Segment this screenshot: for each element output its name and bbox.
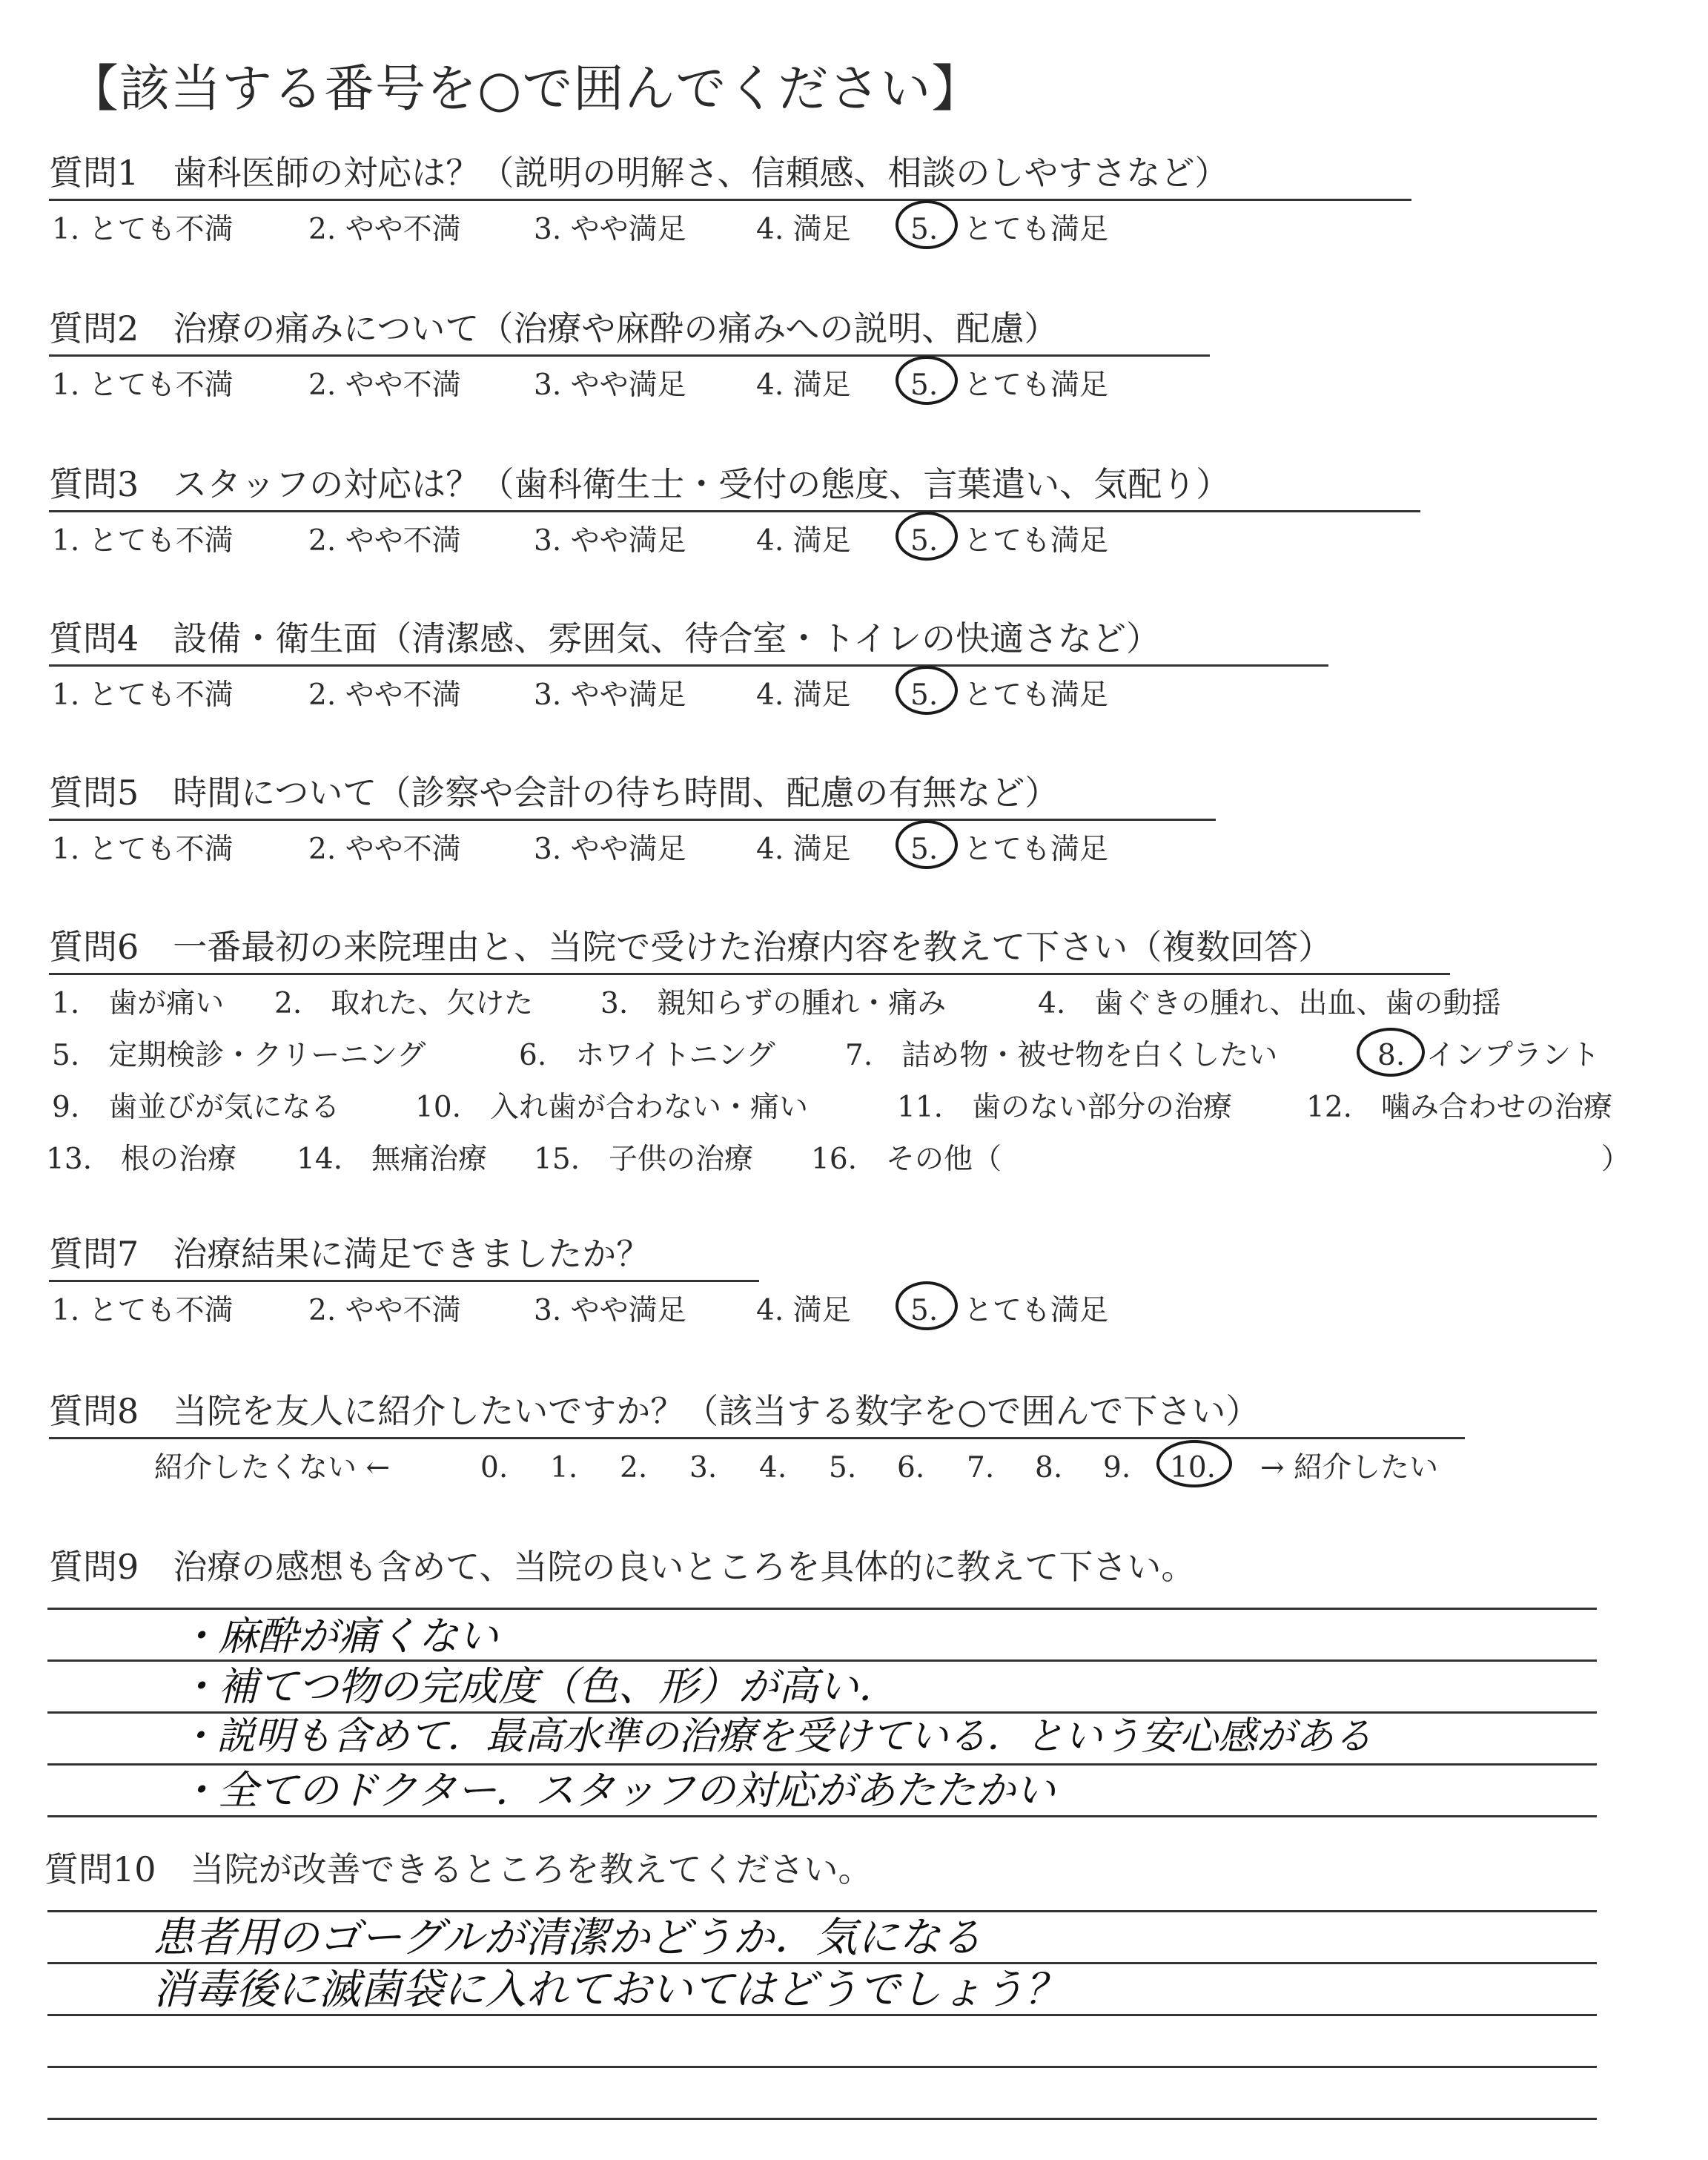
q4-option-4[interactable]: 4. 満足 <box>756 678 851 712</box>
q6-option-8-number[interactable]: 8. <box>1377 1039 1406 1072</box>
q5-option-5-label[interactable]: とても満足 <box>964 833 1109 866</box>
q3-option-5-number[interactable]: 5. <box>910 524 939 558</box>
q9-ruled-line <box>47 1763 1597 1766</box>
q5-selection-circle <box>896 820 958 869</box>
q8-scale-10[interactable]: 10. <box>1170 1451 1217 1484</box>
q6-option-9[interactable]: 9. 歯並びが気になる <box>52 1091 340 1124</box>
q6-option-2[interactable]: 2. 取れた、欠けた <box>274 987 534 1020</box>
q3-option-2[interactable]: 2. やや不満 <box>308 524 461 558</box>
q8-scale-7[interactable]: 7. <box>967 1451 995 1484</box>
q6-option-4[interactable]: 4. 歯ぐきの腫れ、出血、歯の動揺 <box>1038 987 1501 1020</box>
q10-answer-line: 患者用のゴーグルが清潔かどうか．気になる <box>153 1914 982 1962</box>
question-7-underline <box>49 1280 759 1282</box>
q4-option-1[interactable]: 1. とても不満 <box>52 678 234 712</box>
question-8-title: 質問8 当院を友人に紹介したいですか？（該当する数字を○で囲んで下さい） <box>49 1391 1260 1431</box>
q3-selection-circle <box>896 512 958 561</box>
question-2-underline <box>49 354 1210 357</box>
q1-option-5-number[interactable]: 5. <box>910 213 939 246</box>
q1-option-2[interactable]: 2. やや不満 <box>308 213 461 246</box>
q7-option-1[interactable]: 1. とても不満 <box>52 1294 234 1327</box>
q10-ruled-line <box>47 2014 1597 2016</box>
q2-option-2[interactable]: 2. やや不満 <box>308 369 461 402</box>
q5-option-2[interactable]: 2. やや不満 <box>308 833 461 866</box>
q9-answer-line: ・補てつ物の完成度（色、形）が高い． <box>178 1663 898 1710</box>
question-3-title: 質問3 スタッフの対応は？（歯科衛生士・受付の態度、言葉遣い、気配り） <box>49 464 1231 504</box>
q7-option-5-label[interactable]: とても満足 <box>964 1294 1109 1327</box>
q6-option-16-close-paren: ） <box>1601 1143 1631 1176</box>
q4-option-2[interactable]: 2. やや不満 <box>308 678 461 712</box>
q10-ruled-line <box>47 1910 1597 1912</box>
q4-selection-circle <box>896 666 958 715</box>
q7-option-5-number[interactable]: 5. <box>910 1294 939 1327</box>
q6-option-11[interactable]: 11. 歯のない部分の治療 <box>897 1091 1233 1124</box>
question-7-title: 質問7 治療結果に満足できましたか？ <box>49 1234 651 1274</box>
q9-ruled-line <box>47 1608 1597 1610</box>
q8-scale-9[interactable]: 9. <box>1103 1451 1131 1484</box>
q5-option-4[interactable]: 4. 満足 <box>756 833 851 866</box>
q1-selection-circle <box>896 200 958 249</box>
q2-option-5-label[interactable]: とても満足 <box>964 369 1109 402</box>
q8-scale-8[interactable]: 8. <box>1035 1451 1063 1484</box>
q1-option-5-label[interactable]: とても満足 <box>964 213 1109 246</box>
q6-option-14[interactable]: 14. 無痛治療 <box>297 1143 488 1176</box>
q8-left-label: 紹介したくない ← <box>154 1451 391 1484</box>
q2-option-4[interactable]: 4. 満足 <box>756 369 851 402</box>
q10-ruled-line <box>47 2066 1597 2068</box>
question-1-title: 質問1 歯科医師の対応は？（説明の明解さ、信頼感、相談のしやすさなど） <box>49 153 1229 193</box>
q2-option-3[interactable]: 3. やや満足 <box>534 369 686 402</box>
q2-selection-circle <box>896 356 958 405</box>
q6-option-3[interactable]: 3. 親知らずの腫れ・痛み <box>600 987 947 1020</box>
q6-option-6[interactable]: 6. ホワイトニング <box>519 1039 775 1072</box>
q8-right-label: → 紹介したい <box>1260 1451 1439 1484</box>
q1-option-3[interactable]: 3. やや満足 <box>534 213 686 246</box>
q9-ruled-line <box>47 1815 1597 1817</box>
q7-option-3[interactable]: 3. やや満足 <box>534 1294 686 1327</box>
question-4-underline <box>49 664 1328 667</box>
q4-option-5-label[interactable]: とても満足 <box>964 678 1109 712</box>
q9-answer-line: ・麻酔が痛くない <box>178 1613 498 1659</box>
q6-option-16[interactable]: 16. その他（ <box>811 1143 1002 1176</box>
q9-answer-line: ・説明も含めて．最高水準の治療を受けている．という安心感がある <box>178 1714 1372 1759</box>
q3-option-4[interactable]: 4. 満足 <box>756 524 851 558</box>
q8-scale-1[interactable]: 1. <box>550 1451 578 1484</box>
q8-scale-5[interactable]: 5. <box>829 1451 857 1484</box>
q5-option-1[interactable]: 1. とても不満 <box>52 833 234 866</box>
q6-option-8-label[interactable]: インプラント <box>1426 1039 1601 1072</box>
q2-option-1[interactable]: 1. とても不満 <box>52 369 234 402</box>
q3-option-5-label[interactable]: とても満足 <box>964 524 1109 558</box>
q5-option-3[interactable]: 3. やや満足 <box>534 833 686 866</box>
q6-option-10[interactable]: 10. 入れ歯が合わない・痛い <box>415 1091 809 1124</box>
q7-option-2[interactable]: 2. やや不満 <box>308 1294 461 1327</box>
q10-ruled-line <box>47 1962 1597 1964</box>
q6-option-12[interactable]: 12. 噛み合わせの治療 <box>1306 1091 1613 1124</box>
q1-option-1[interactable]: 1. とても不満 <box>52 213 234 246</box>
q6-option-7[interactable]: 7. 詰め物・被せ物を白くしたい <box>845 1039 1278 1072</box>
q6-option-5[interactable]: 5. 定期検診・クリーニング <box>52 1039 426 1072</box>
q8-scale-2[interactable]: 2. <box>620 1451 648 1484</box>
q8-scale-6[interactable]: 6. <box>897 1451 925 1484</box>
question-2-title: 質問2 治療の痛みについて（治療や麻酔の痛みへの説明、配慮） <box>49 308 1059 349</box>
page-title: 【該当する番号を○で囲んでください】 <box>68 60 983 119</box>
q8-scale-0[interactable]: 0. <box>480 1451 509 1484</box>
q4-option-5-number[interactable]: 5. <box>910 678 939 712</box>
q7-selection-circle <box>896 1281 958 1330</box>
q2-option-5-number[interactable]: 5. <box>910 369 939 402</box>
q9-answer-line: ・全てのドクター．スタッフの対応があたたかい <box>178 1767 1056 1814</box>
q8-selection-circle <box>1156 1440 1232 1487</box>
question-5-underline <box>49 819 1216 821</box>
question-9-title: 質問9 治療の感想も含めて、当院の良いところを具体的に教えて下さい。 <box>49 1547 1196 1587</box>
q3-option-3[interactable]: 3. やや満足 <box>534 524 686 558</box>
question-6-title: 質問6 一番最初の来院理由と、当院で受けた治療内容を教えて下さい（複数回答） <box>49 927 1333 967</box>
q6-selection-circle <box>1357 1028 1425 1077</box>
q6-option-15[interactable]: 15. 子供の治療 <box>534 1143 754 1176</box>
question-1-underline <box>49 199 1411 201</box>
q6-option-13[interactable]: 13. 根の治療 <box>46 1143 237 1176</box>
question-8-underline <box>49 1437 1465 1439</box>
q5-option-5-number[interactable]: 5. <box>910 833 939 866</box>
q1-option-4[interactable]: 4. 満足 <box>756 213 851 246</box>
question-5-title: 質問5 時間について（診察や会計の待ち時間、配慮の有無など） <box>49 773 1059 813</box>
q9-ruled-line <box>47 1711 1597 1714</box>
q8-scale-3[interactable]: 3. <box>689 1451 718 1484</box>
q6-option-1[interactable]: 1. 歯が痛い <box>52 987 225 1020</box>
q7-option-4[interactable]: 4. 満足 <box>756 1294 851 1327</box>
question-6-underline <box>49 973 1450 975</box>
q10-answer-line: 消毒後に滅菌袋に入れておいてはどうでしょう？ <box>153 1966 1066 2014</box>
q3-option-1[interactable]: 1. とても不満 <box>52 524 234 558</box>
q8-scale-4[interactable]: 4. <box>759 1451 787 1484</box>
q9-ruled-line <box>47 1659 1597 1662</box>
q10-ruled-line <box>47 2118 1597 2120</box>
question-3-underline <box>49 510 1420 512</box>
q4-option-3[interactable]: 3. やや満足 <box>534 678 686 712</box>
question-10-title: 質問10 当院が改善できるところを教えてください。 <box>44 1849 873 1889</box>
question-4-title: 質問4 設備・衛生面（清潔感、雰囲気、待合室・トイレの快適さなど） <box>49 618 1160 658</box>
